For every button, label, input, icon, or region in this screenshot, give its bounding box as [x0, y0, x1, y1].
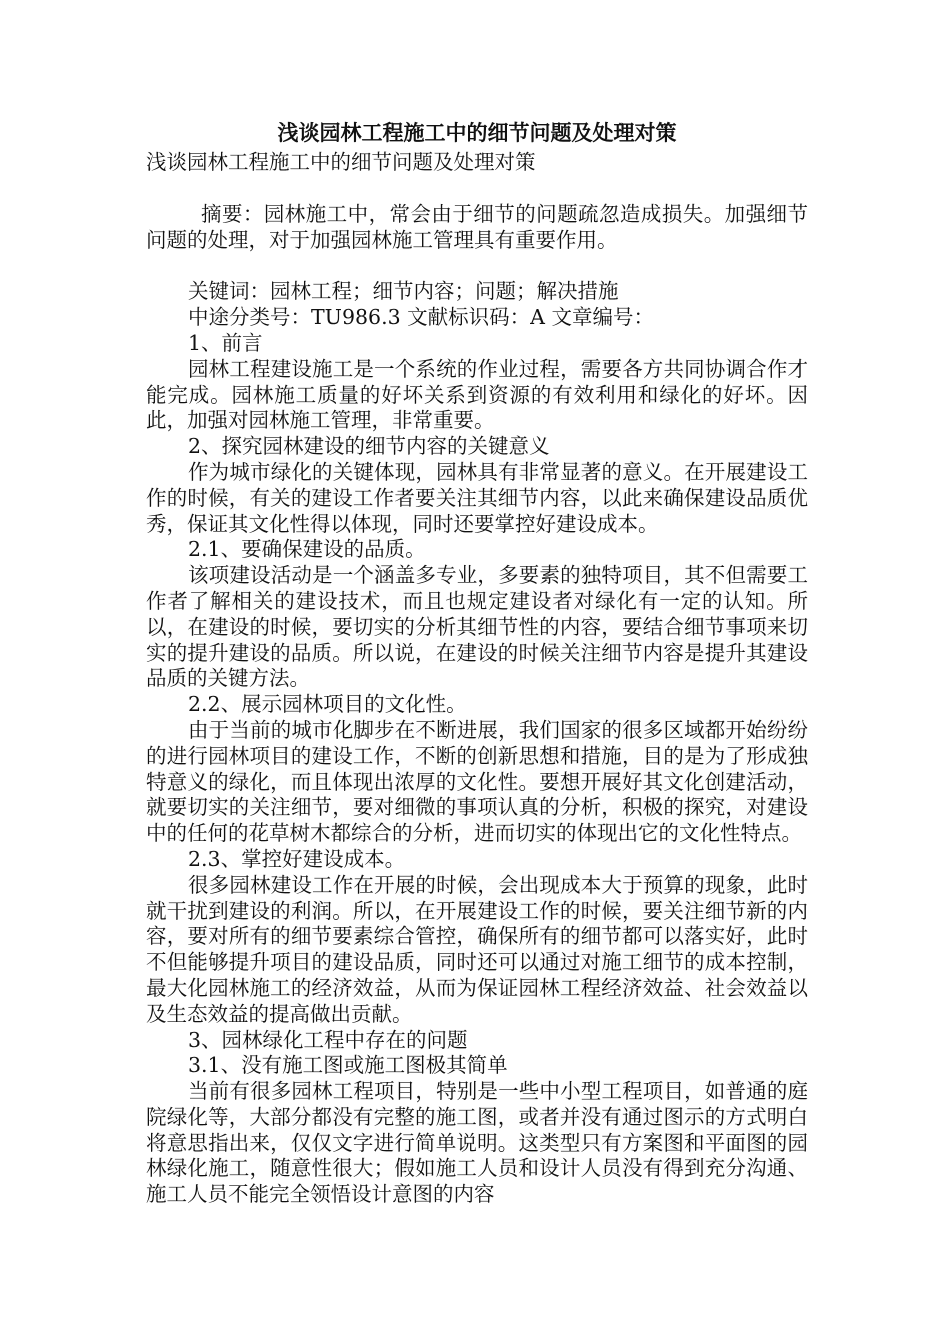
- paragraph-1: 园林工程建设施工是一个系统的作业过程，需要各方共同协调合作才能完成。园林施工质量的好坏关系到资源的有效利用和绿化的好坏。因此，加强对园林施工管理，非常重要。: [146, 356, 808, 433]
- subsection-heading-2-1: 2.1、要确保建设的品质。: [188, 537, 426, 562]
- document-subtitle: 浅谈园林工程施工中的细节问题及处理对策: [146, 150, 536, 174]
- section-heading-3: 3、园林绿化工程中存在的问题: [188, 1027, 468, 1052]
- abstract: 摘要：园林施工中，常会由于细节的问题疏忽造成损失。加强细节问题的处理，对于加强园林施工管理具有重要作用。: [146, 201, 808, 252]
- section-heading-2: 2、探究园林建设的细节内容的关键意义: [188, 434, 550, 459]
- document-title: 浅谈园林工程施工中的细节问题及处理对策: [277, 120, 677, 145]
- paragraph-2-1: 该项建设活动是一个涵盖多专业，多要素的独特项目，其不但需要工作者了解相关的建设技术，而且也规定建设者对绿化有一定的认知。所以，在建设的时候，要切实的分析其细节性的内容，要结合细节事项来切实的提升建设的品质。所以说，在建设的时候关注细节内容是提升其建设品质的关键方法。: [146, 563, 808, 691]
- paragraph-2-2: 由于当前的城市化脚步在不断进展，我们国家的很多区域都开始纷纷的进行园林项目的建设工作，不断的创新思想和措施，目的是为了形成独特意义的绿化，而且体现出浓厚的文化性。要想开展好其文化创建活动，就要切实的关注细节，要对细微的事项认真的分析，积极的探究，对建设中的任何的花草树木都综合的分析，进而切实的体现出它的文化性特点。: [146, 717, 808, 846]
- keywords: 关键词：园林工程；细节内容；问题；解决措施: [188, 279, 619, 304]
- section-heading-1: 1、前言: [188, 330, 263, 355]
- subsection-heading-2-2: 2.2、展示园林项目的文化性。: [188, 692, 467, 717]
- document-page: [146, 118, 808, 1208]
- paragraph-3-1: 当前有很多园林工程项目，特别是一些中小型工程项目，如普通的庭院绿化等，大部分都没有完整的施工图，或者并没有通过图示的方式明白将意思指出来，仅仅文字进行简单说明。这类型只有方案图和平面图的园林绿化施工，随意性很大；假如施工人员和设计人员没有得到充分沟通、施工人员不能完全领悟设计意图的内容: [146, 1079, 808, 1207]
- subsection-heading-3-1: 3.1、没有施工图或施工图极其简单: [188, 1053, 508, 1078]
- classification: 中途分类号：TU986.3 文献标识码：A 文章编号：: [188, 305, 654, 330]
- subsection-heading-2-3: 2.3、掌控好建设成本。: [188, 846, 406, 871]
- paragraph-2-3: 很多园林建设工作在开展的时候，会出现成本大于预算的现象，此时就干扰到建设的利润。所以，在开展建设工作的时候，要关注细节新的内容，要对所有的细节要素综合管控，确保所有的细节都可以落实好，此时不但能够提升项目的建设品质，同时还可以通过对施工细节的成本控制，最大化园林施工的经济效益，从而为保证园林工程经济效益、社会效益以及生态效益的提高做出贡献。: [146, 872, 808, 1026]
- paragraph-2: 作为城市绿化的关键体现，园林具有非常显著的意义。在开展建设工作的时候，有关的建设工作者要关注其细节内容，以此来确保建设品质优秀，保证其文化性得以体现，同时还要掌控好建设成本。: [146, 459, 808, 536]
